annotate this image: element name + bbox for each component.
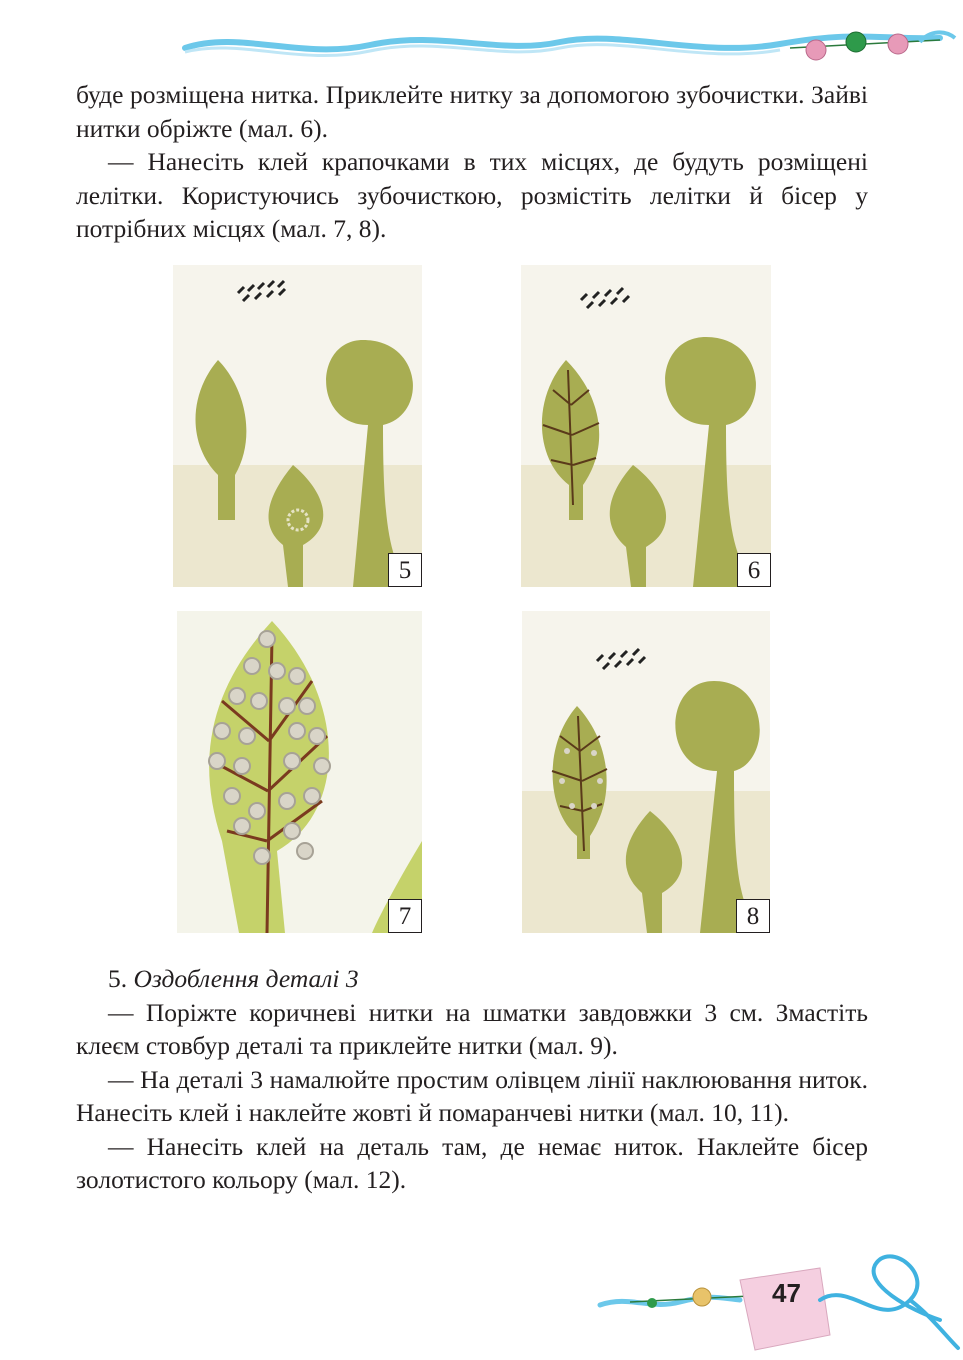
ribbon-decoration-top bbox=[180, 20, 960, 80]
bottom-text bbox=[76, 962, 868, 1197]
section-title: Оздоблення деталі 3 bbox=[133, 964, 359, 993]
bead-icon bbox=[888, 34, 908, 54]
section-heading bbox=[76, 962, 868, 996]
paragraph: — Нанесіть клей на деталь там, де немає ниток. Наклейте бісер золотистого кольору (мал. 12). bbox=[76, 1131, 868, 1194]
paragraph: буде розміщена нитка. Приклейте нитку за допомогою зубочистки. Зайві нитки обріжте (мал. 6). bbox=[76, 80, 868, 143]
figure-7-photo bbox=[177, 611, 422, 933]
page-number: 47 bbox=[772, 1278, 801, 1308]
bead-icon bbox=[693, 1288, 711, 1306]
figure-8-photo bbox=[522, 611, 770, 933]
paragraph: — Нанесіть клей крапочками в тих місцях, де будуть розміщені лелітки. Користуючись зубочисткою, розмістіть лелітки й бісер у потрібних місцях (мал. 7, 8). bbox=[76, 147, 868, 243]
figure-label: 5 bbox=[388, 553, 422, 587]
top-text bbox=[76, 78, 868, 246]
figure-6-photo bbox=[521, 265, 771, 587]
figure-label: 7 bbox=[388, 899, 422, 933]
bead-icon bbox=[806, 40, 826, 60]
paragraph: — На деталі 3 намалюйте простим олівцем лінії наклюювання ниток. Нанесіть клей і наклейте жовті й помаранчеві нитки (мал. 10, 11). bbox=[76, 1064, 868, 1127]
paragraph: — Поріжте коричневі нитки на шматки завдовжки 3 см. Змастіть клеєм стовбур деталі та приклейте нитки (мал. 9). bbox=[76, 997, 868, 1060]
bead-icon bbox=[846, 32, 866, 52]
figure-5-photo bbox=[173, 265, 422, 587]
section-number: 5. bbox=[108, 964, 128, 993]
figure-label: 8 bbox=[736, 899, 770, 933]
bead-icon bbox=[647, 1298, 657, 1308]
figure-label: 6 bbox=[737, 553, 771, 587]
